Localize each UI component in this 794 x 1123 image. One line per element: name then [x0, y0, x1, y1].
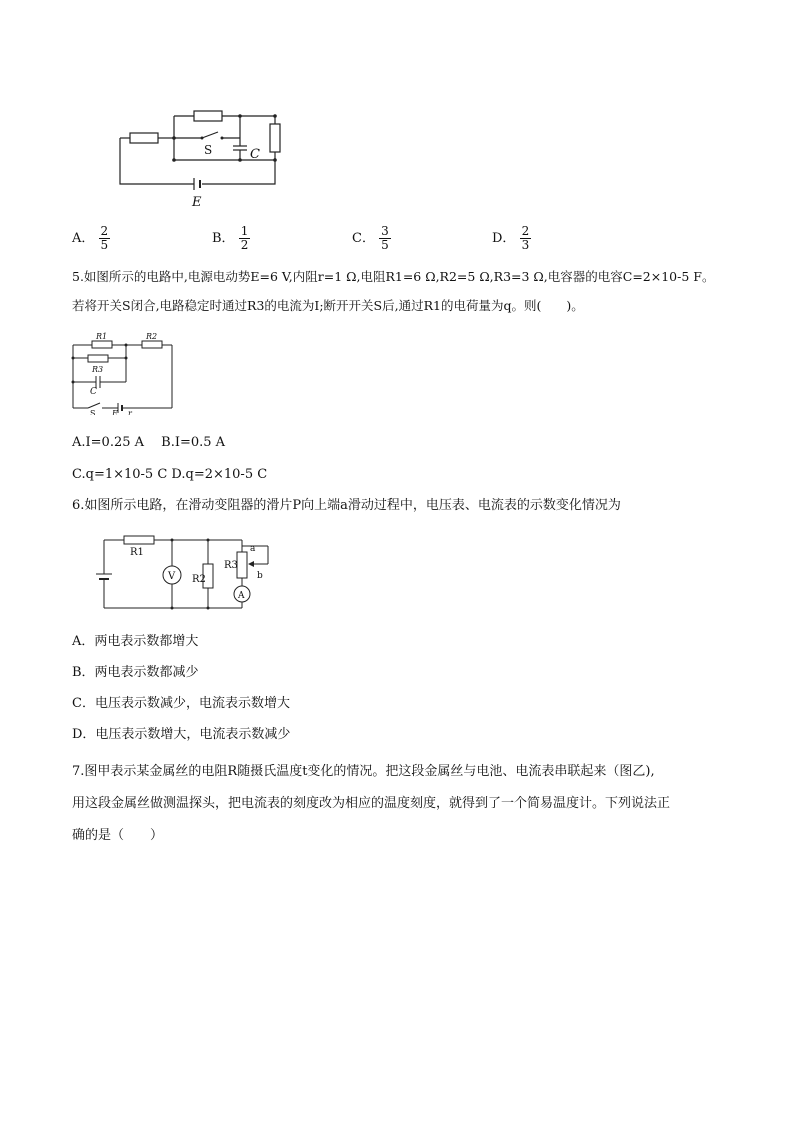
q6-r1-label: R1: [130, 547, 144, 558]
q4-option-a[interactable]: A． $\frac{2}{5}$: [72, 224, 109, 252]
q6-option-a[interactable]: A．两电表示数都增大: [72, 634, 199, 649]
q5-circuit-diagram: [68, 330, 178, 415]
q5-s-label: S: [90, 409, 96, 415]
q7-stem-line2: 用这段金属丝做测温探头，把电流表的刻度改为相应的温度刻度，就得到了一个简易温度计。下列说法正: [72, 796, 671, 811]
q7-stem-line1: 7.图甲表示某金属丝的电阻R随摄氏温度t变化的情况。把这段金属丝与电池、电流表串联起来（图乙),: [72, 764, 655, 779]
q4-fraction-b: $\frac{1}{2}$: [240, 224, 249, 252]
q5-stem-line1: 5.如图所示的电路中,电源电动势E=6 V,内阻r=1 Ω,电阻R1=6 Ω,R2=5 Ω,R3=3 Ω,电容器的电容C=2×10-5 F。: [72, 269, 715, 284]
q6-stem: 6.如图所示电路，在滑动变阻器的滑片P向上端a滑动过程中，电压表、电流表的示数变化情况为: [72, 498, 621, 513]
q4-option-d[interactable]: D． $\frac{2}{3}$: [492, 224, 530, 252]
q6-a-label: a: [250, 544, 256, 554]
q6-b-label: b: [257, 571, 263, 581]
q5-r2-label: R2: [146, 332, 158, 341]
q6-option-c[interactable]: C．电压表示数减少，电流表示数增大: [72, 696, 290, 711]
q5-e-label: E: [112, 409, 118, 415]
q4-option-c[interactable]: C． $\frac{3}{5}$: [352, 224, 389, 252]
q6-r2-label: R2: [192, 574, 206, 585]
q5-r-label: r: [128, 409, 132, 415]
q6-option-d[interactable]: D．电压表示数增大，电流表示数减少: [72, 727, 291, 742]
q4-option-b[interactable]: B． $\frac{1}{2}$: [212, 224, 249, 252]
q4-fraction-d: $\frac{2}{3}$: [521, 224, 530, 252]
q4-capacitor-label: C: [250, 147, 260, 162]
q6-option-b[interactable]: B．两电表示数都减少: [72, 665, 199, 680]
q4-switch-label: S: [204, 143, 213, 157]
q5-stem-line2: 若将开关S闭合,电路稳定时通过R3的电流为I;断开开关S后,通过R1的电荷量为q。则( )。: [72, 298, 584, 313]
q5-c-label: C: [90, 387, 97, 397]
q6-voltmeter-label: V: [168, 571, 176, 582]
q4-emf-label: E: [192, 195, 202, 210]
q5-r1-label: R1: [96, 332, 108, 341]
q6-r3-label: R3: [224, 560, 238, 571]
q4-fraction-c: $\frac{3}{5}$: [381, 224, 389, 252]
q4-fraction-a: $\frac{2}{5}$: [100, 224, 109, 252]
q6-circuit-diagram: [92, 528, 307, 613]
q7-stem-line3: 确的是（ ）: [72, 828, 164, 843]
q5-r3-label: R3: [92, 365, 104, 374]
q5-options-line1[interactable]: A.I=0.25 A B.I=0.5 A: [72, 435, 226, 450]
q6-ammeter-label: A: [238, 591, 245, 601]
q4-circuit-diagram: [110, 100, 300, 215]
q5-options-line2[interactable]: C.q=1×10-5 C D.q=2×10-5 C: [72, 467, 268, 482]
